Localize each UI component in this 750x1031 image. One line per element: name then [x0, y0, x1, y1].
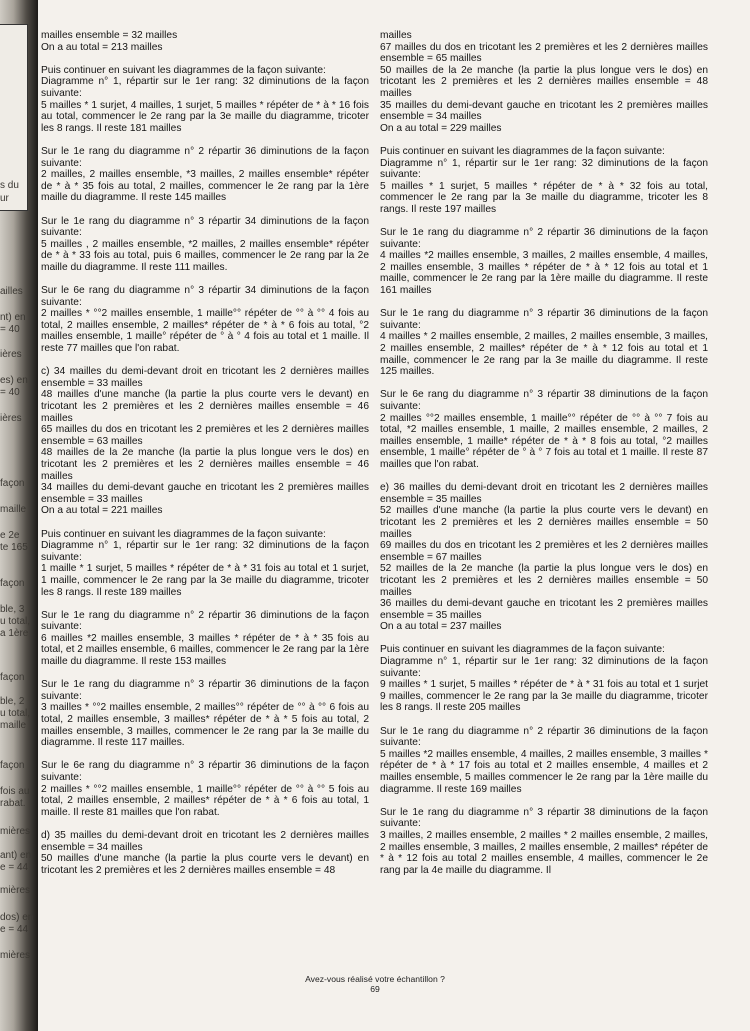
instruction-paragraph — [41, 610, 369, 668]
text-line: Sur le 1e rang du diagramme n° 3 répartir 36 diminutions de la façon suivante: — [41, 679, 369, 702]
text-line: 4 mailles * 2 mailles ensemble, 2 mailles, 2 mailles ensemble, 3 mailles, 2 mailles ensemble, 2 mailles* répéter de * à * 12 fois au total et 1 maille, commencer le 2e rang par la 3e maille du diagramme. Il reste 125 mailles. — [380, 331, 708, 378]
instruction-paragraph — [380, 227, 708, 297]
text-line: Sur le 1e rang du diagramme n° 2 répartir 36 diminutions de la façon suivante: — [41, 609, 369, 633]
instruction-paragraph — [380, 308, 708, 378]
text-line: c) 34 mailles du demi-devant droit en tricotant les 2 dernières mailles ensemble = 33 mailles — [41, 366, 369, 389]
text-line: Diagramme n° 1, répartir sur le 1er rang: 32 diminutions de la façon suivante: — [380, 656, 708, 679]
previous-page-fragment: ble, 3 — [0, 604, 25, 615]
text-line: Diagramme n° 1, répartir sur le 1er rang: 32 diminutions de la façon suivante: — [41, 540, 369, 563]
instruction-paragraph — [380, 726, 708, 796]
text-line: 3 mailles * °°2 mailles ensemble, 2 mailles°° répéter de °° à °° 6 fois au total, 2 mailles ensemble, 3 mailles* répéter de * à * 5 fois au total, 2 mailles ensemble, 3 mailles, commencer le 2e rang par la 3e maille du diagramme. Il reste 117 mailles. — [41, 702, 369, 749]
instruction-paragraph — [380, 482, 708, 633]
text-line: 48 mailles d'une manche (la partie la plus courte vers le devant) en tricotant les 2 premières et les 2 dernières mailles ensemble = 46 mailles — [41, 389, 369, 424]
text-line: 52 mailles d'une manche (la partie la plus courte vers le devant) en tricotant les 2 premières et les 2 dernières mailles ensemble = 50 mailles — [380, 505, 708, 540]
text-line: 5 mailles * 1 surjet, 4 mailles, 1 surjet, 5 mailles * répéter de * à * 16 fois au total, commencer le 2e rang par la 3e maille du diagramme, tricoter les 8 rangs. Il reste 181 mailles — [41, 99, 369, 134]
previous-page-fragment: e = 44 — [0, 924, 29, 935]
text-line: 2 mailles * °°2 mailles ensemble, 1 maille°° répéter de °° à °° 5 fois au total, 2 mailles ensemble, 2 mailles* répéter de * à * 6 fois au total, 1 maille. Il reste 81 mailles que l'on rabat. — [41, 783, 369, 818]
previous-page-fragment: ières — [0, 349, 22, 360]
previous-page-fragment: façon — [0, 578, 25, 589]
instruction-paragraph — [380, 644, 708, 714]
text-line: Sur le 1e rang du diagramme n° 3 répartir 34 diminutions de la façon suivante: — [41, 215, 369, 239]
text-line: Puis continuer en suivant les diagrammes de la façon suivante: — [380, 145, 665, 157]
instruction-paragraph — [380, 389, 708, 470]
instruction-paragraph — [41, 30, 369, 53]
text-line: 50 mailles de la 2e manche (la partie la plus longue vers le dos) en tricotant les 2 premières et les 2 dernières mailles ensemble = 48 mailles — [380, 64, 708, 99]
text-line: 4 mailles *2 mailles ensemble, 3 mailles, 2 mailles ensemble, 4 mailles, 2 mailles ensemble, 3 mailles * répéter de * à * 12 fois au total et 1 maille, commencer le 2e rang par la 1ère maille du diagramme. Il reste 161 mailles — [380, 250, 708, 297]
text-line: 9 mailles * 1 surjet, 5 mailles * répéter de * à * 31 fois au total et 1 surjet 9 mailles, commencer le 2e rang par la 3e maille du diagramme, tricoter les 8 rangs. Il reste 205 mailles — [380, 679, 708, 714]
previous-page-fragment: façon — [0, 672, 25, 683]
footer-question: Avez-vous réalisé votre échantillon ? — [305, 974, 445, 984]
previous-page-fragment: u total, — [0, 708, 31, 719]
instruction-paragraph — [380, 146, 708, 216]
previous-page-fragment: = 40 — [0, 387, 20, 398]
instruction-paragraph — [41, 830, 369, 876]
text-line: 36 mailles du demi-devant gauche en tricotant les 2 premières mailles ensemble = 35 mailles — [380, 598, 708, 621]
previous-page-fragment: maille — [0, 504, 27, 515]
text-line: mailles — [380, 30, 412, 41]
previous-page-fragment: e = 44 — [0, 862, 29, 873]
text-line: 48 mailles de la 2e manche (la partie la plus longue vers le dos) en tricotant les 2 premières et les 2 dernières mailles ensemble = 46 mailles — [41, 447, 369, 482]
text-line: e) 36 mailles du demi-devant droit en tricotant les 2 dernières mailles ensemble = 35 mailles — [380, 482, 708, 505]
text-line: 34 mailles du demi-devant gauche en tricotant les 2 premières mailles ensemble = 33 mailles — [41, 482, 369, 505]
previous-page-fragment: dos) en — [0, 912, 34, 923]
instruction-paragraph — [380, 807, 708, 877]
instruction-paragraph — [41, 216, 369, 274]
text-line: Sur le 6e rang du diagramme n° 3 répartir 34 diminutions de la façon suivante: — [41, 285, 369, 308]
text-line: Sur le 1e rang du diagramme n° 2 répartir 36 diminutions de la façon suivante: — [41, 145, 369, 169]
previous-page-fragment: e 2e — [0, 530, 20, 541]
previous-page-fragment: s du — [0, 180, 19, 191]
previous-page-fragment: ur — [0, 193, 9, 204]
text-line: Diagramme n° 1, répartir sur le 1er rang: 32 diminutions de la façon suivante: — [41, 76, 369, 99]
instruction-paragraph — [41, 285, 369, 355]
text-line: Sur le 6e rang du diagramme n° 3 répartir 36 diminutions de la façon suivante: — [41, 760, 369, 783]
text-line: Puis continuer en suivant les diagrammes de la façon suivante: — [41, 64, 326, 76]
text-line: On a au total = 237 mailles — [380, 621, 502, 633]
text-line: Puis continuer en suivant les diagrammes de la façon suivante: — [41, 528, 326, 540]
text-line: 2 mailles °°2 mailles ensemble, 1 maille°° répéter de °° à °° 7 fois au total, *2 mailles ensemble, 1 maille, 2 mailles ensemble, 2 mailles, 2 mailles ensemble, 1 maille* répéter de * à * 8 fois au total, °2 mailles ensemble, 1 maille° répéter de ° à ° 7 fois au total et 1 maille. Il reste 87 mailles que l'on rabat. — [380, 412, 708, 470]
text-line: 1 maille * 1 surjet, 5 mailles * répéter de * à * 31 fois au total et 1 surjet, 1 maille, commencer le 2e rang par la 3e maille du diagramme, tricoter les 8 rangs. Il reste 189 mailles — [41, 563, 369, 598]
previous-page-fragment: te 165 — [0, 542, 28, 553]
previous-page-fragment: fois au — [0, 786, 30, 797]
instruction-paragraph — [41, 760, 369, 818]
instruction-paragraph — [41, 529, 369, 599]
text-line: On a au total = 229 mailles — [380, 122, 502, 134]
previous-page-fragment: façon — [0, 760, 25, 771]
text-line: On a au total = 221 mailles — [41, 505, 163, 517]
text-line: Puis continuer en suivant les diagrammes de la façon suivante: — [380, 644, 665, 656]
previous-page-fragment: ières — [0, 413, 22, 424]
instruction-paragraph — [41, 65, 369, 135]
text-line: Sur le 1e rang du diagramme n° 3 répartir 38 diminutions de la façon suivante: — [380, 806, 708, 830]
text-line: 35 mailles du demi-devant gauche en tricotant les 2 premières mailles ensemble = 34 mailles — [380, 99, 708, 123]
instruction-paragraph — [41, 679, 369, 749]
page-footer — [0, 974, 750, 994]
page-number: 69 — [370, 984, 380, 994]
text-line: Sur le 1e rang du diagramme n° 2 répartir 36 diminutions de la façon suivante: — [380, 725, 708, 749]
right-column — [380, 30, 708, 888]
previous-page-fragment: a 1ère — [0, 628, 29, 639]
previous-page-fragment: ble, 2 — [0, 696, 25, 707]
previous-page-fragment: maille — [0, 720, 27, 731]
instruction-paragraph — [41, 366, 369, 517]
previous-page-fragment: mières — [0, 885, 31, 896]
previous-page-edge — [0, 0, 34, 1031]
left-column — [41, 30, 369, 888]
text-line: Sur le 6e rang du diagramme n° 3 répartir 38 diminutions de la façon suivante: — [380, 389, 708, 412]
previous-page-fragment: rabat. — [0, 798, 26, 809]
text-line: 67 mailles du dos en tricotant les 2 premières et les 2 dernières mailles ensemble = 65 mailles — [380, 41, 708, 65]
text-line: 5 mailles *2 mailles ensemble, 4 mailles, 2 mailles ensemble, 3 mailles * répéter de * à * 17 fois au total et 2 mailles ensemble, 4 mailles et 2 mailles ensemble, 5 mailles commencer le 2e rang par la 1ère maille du diagramme. Il reste 169 mailles — [380, 748, 708, 795]
text-line: 6 mailles *2 mailles ensemble, 3 mailles * répéter de * à * 35 fois au total, et 2 mailles ensemble, 6 mailles, commencer le 2e rang par la 1ère maille du diagramme. Il reste 153 mailles — [41, 632, 369, 668]
text-line: 69 mailles du dos en tricotant les 2 premières et les 2 dernières mailles ensemble = 67 mailles — [380, 540, 708, 563]
text-line: mailles ensemble = 32 mailles — [41, 30, 178, 41]
instruction-paragraph — [41, 146, 369, 204]
text-line: Sur le 1e rang du diagramme n° 2 répartir 36 diminutions de la façon suivante: — [380, 227, 708, 250]
text-line: 3 mailles, 2 mailles ensemble, 2 mailles * 2 mailles ensemble, 2 mailles, 2 mailles ensemble, 3 mailles, 2 mailles ensemble, 2 mailles* répéter de * à * 12 fois au total 2 mailles ensemble, 4 mailles, commencer le 2e rang par la 4e maille du diagramme. Il — [380, 829, 708, 876]
previous-page-fragment: ant) en — [0, 850, 32, 861]
text-line: 2 mailles * °°2 mailles ensemble, 1 maille°° répéter de °° à °° 4 fois au total, 2 mailles ensemble, 2 mailles* répéter de * à * 6 fois au total, °2 mailles ensemble, 1 maille° répéter de ° à ° 4 fois au total et 1 maille. Il reste 77 mailles que l'on rabat. — [41, 308, 369, 355]
text-line: 52 mailles de la 2e manche (la partie la plus longue vers le dos) en tricotant les 2 premières et les 2 dernières mailles ensemble = 50 mailles — [380, 563, 708, 598]
text-line: d) 35 mailles du demi-devant droit en tricotant les 2 dernières mailles ensemble = 34 mailles — [41, 829, 369, 853]
text-line: 5 mailles * 1 surjet, 5 mailles * répéter de * à * 32 fois au total, commencer le 2e rang par la 3e maille du diagramme, tricoter les 8 rangs. Il reste 197 mailles — [380, 180, 708, 215]
text-line: 65 mailles du dos en tricotant les 2 premières et les 2 dernières mailles ensemble = 63 mailles — [41, 424, 369, 447]
previous-page-fragment: u total, — [0, 616, 31, 627]
text-line: 50 mailles d'une manche (la partie la plus courte vers le devant) en tricotant les 2 premières et les 2 dernières mailles ensemble = 48 — [41, 853, 369, 876]
text-line: Sur le 1e rang du diagramme n° 3 répartir 36 diminutions de la façon suivante: — [380, 308, 708, 331]
previous-page-fragment: = 40 — [0, 324, 20, 335]
previous-page-fragment: ailles — [0, 286, 23, 297]
text-line: Diagramme n° 1, répartir sur le 1er rang: 32 diminutions de la façon suivante: — [380, 157, 708, 181]
text-line: 2 mailles, 2 mailles ensemble, *3 mailles, 2 mailles ensemble* répéter de * à * 35 fois au total, 2 mailles, commencer le 2e rang par la 1ère maille du diagramme. Il reste 145 mailles — [41, 169, 369, 204]
text-line: On a au total = 213 mailles — [41, 41, 163, 53]
previous-page-fragment: mières — [0, 950, 31, 961]
previous-page-fragment: mières — [0, 826, 31, 837]
instruction-paragraph — [380, 30, 708, 134]
previous-page-fragment: nt) en — [0, 312, 26, 323]
text-line: 5 mailles , 2 mailles ensemble, *2 mailles, 2 mailles ensemble* répéter de * à * 33 fois au total, puis 6 mailles, commencer le 2e rang par la 2e maille du diagramme. Il reste 111 mailles. — [41, 238, 369, 273]
previous-page-fragment: es) en — [0, 375, 28, 386]
previous-page-fragment: façon — [0, 478, 25, 489]
